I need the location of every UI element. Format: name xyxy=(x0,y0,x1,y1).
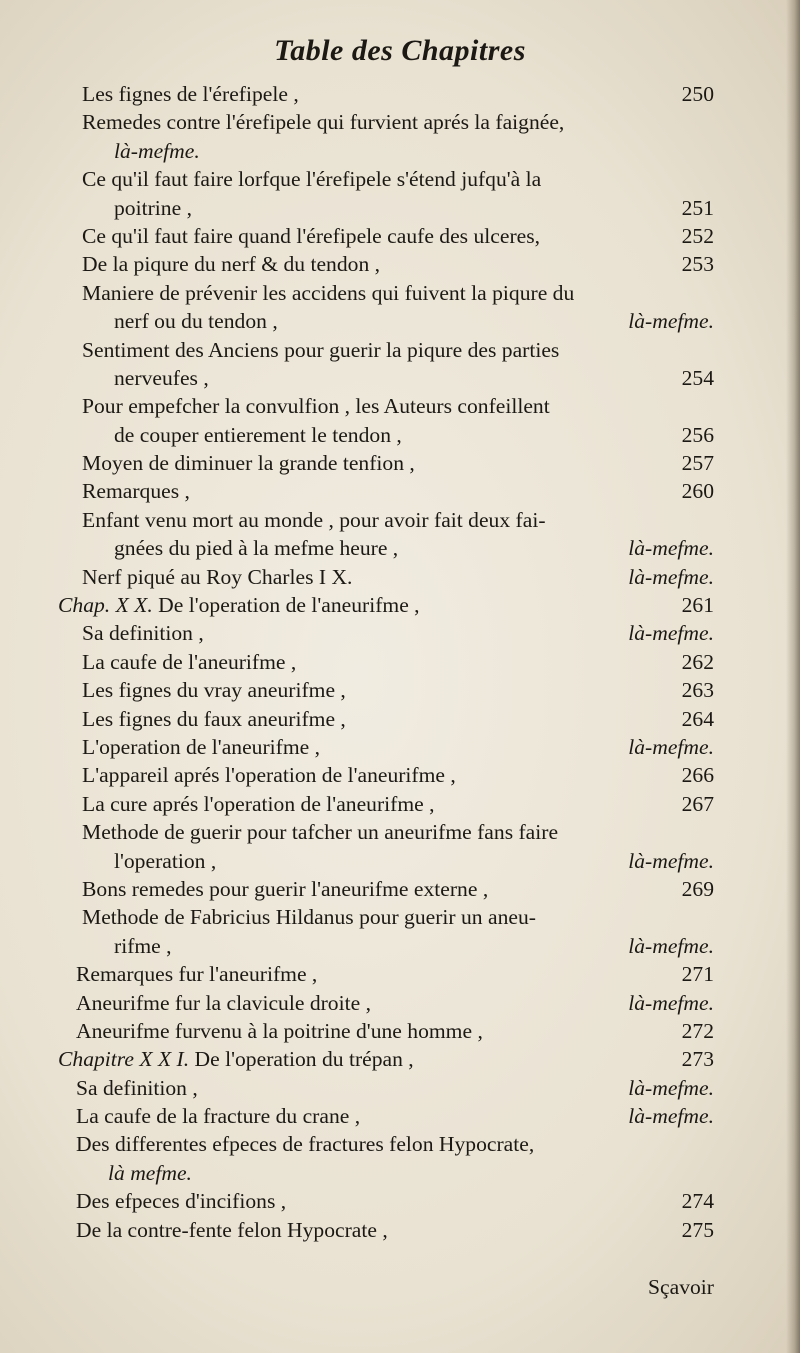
toc-entry xyxy=(58,80,714,108)
entry-title: L'operation de l'aneurifme , xyxy=(82,734,321,759)
toc-entry xyxy=(58,165,714,222)
entry-title: Moyen de diminuer la grande tenfion , xyxy=(82,451,415,476)
toc-entry xyxy=(58,392,714,449)
toc-entry xyxy=(58,1216,714,1244)
toc-entry xyxy=(58,818,714,875)
entry-title: Remedes contre l'érefipele qui furvient aprés la faignée, xyxy=(82,110,565,135)
catchword: Sçavoir xyxy=(648,1275,714,1299)
toc-entry xyxy=(58,449,714,477)
page-number: là-mefme. xyxy=(628,848,714,873)
page-reference: là-mefme. xyxy=(114,138,200,163)
toc-entry xyxy=(58,477,714,505)
page-number: 250 xyxy=(681,82,714,106)
toc-entry xyxy=(58,648,714,676)
toc-entry xyxy=(58,1074,714,1102)
toc-entry xyxy=(58,676,714,704)
toc-entry xyxy=(58,903,714,960)
page-number: 272 xyxy=(681,1018,714,1043)
page-number: 263 xyxy=(681,678,714,703)
page-number: là-mefme. xyxy=(628,536,714,561)
page-number: 269 xyxy=(681,876,714,901)
toc-entry xyxy=(58,563,714,591)
toc-entry xyxy=(58,733,714,761)
page-number: là-mefme. xyxy=(628,990,714,1015)
page-number: là-mefme. xyxy=(628,564,714,589)
entry-title: gnées du pied à la mefme heure , xyxy=(114,536,399,561)
page-number: 251 xyxy=(681,195,714,220)
entry-title: nerveufes , xyxy=(114,365,209,390)
entry-title: poitrine , xyxy=(114,195,192,220)
page-number: 271 xyxy=(681,962,714,987)
page-number: 252 xyxy=(681,223,714,248)
page-number: là-mefme. xyxy=(628,1075,714,1100)
entry-title: nerf ou du tendon , xyxy=(114,309,278,334)
entry-title: Methode de guerir pour tafcher un aneurifme fans faire xyxy=(82,820,559,845)
entry-title: Nerf piqué au Roy Charles I X. xyxy=(82,564,353,589)
toc-entry xyxy=(58,591,714,619)
entry-title: De l'operation de l'aneurifme , xyxy=(158,593,420,618)
entry-title: Remarques fur l'aneurifme , xyxy=(76,962,318,987)
entry-title: Sa definition , xyxy=(76,1075,198,1100)
page-number: 262 xyxy=(681,649,714,674)
entry-title: Pour empefcher la convulfion , les Auteurs confeillent xyxy=(82,394,550,419)
toc-entry xyxy=(58,222,714,250)
entry-title: La cure aprés l'operation de l'aneurifme , xyxy=(82,791,435,816)
entry-title: l'operation , xyxy=(114,848,217,873)
entry-title: Les fignes du vray aneurifme , xyxy=(82,678,346,703)
page-reference: là mefme. xyxy=(108,1160,192,1185)
toc-entry xyxy=(58,506,714,563)
entry-title: La caufe de la fracture du crane , xyxy=(76,1104,361,1129)
toc-entry xyxy=(58,279,714,336)
entry-title: De la piqure du nerf & du tendon , xyxy=(82,252,381,277)
toc-entry xyxy=(58,705,714,733)
entry-title: De l'operation du trépan , xyxy=(194,1047,414,1072)
entry-title: Methode de Fabricius Hildanus pour guerir un aneu- xyxy=(82,905,536,930)
entry-title: Maniere de prévenir les accidens qui fuivent la piqure du xyxy=(82,280,575,305)
page-number: 267 xyxy=(681,791,714,816)
page-number: 257 xyxy=(681,451,714,476)
table-of-contents xyxy=(58,80,714,1244)
entry-title: Aneurifme furvenu à la poitrine d'une homme , xyxy=(76,1018,483,1043)
page-edge-shadow xyxy=(786,0,800,1353)
entry-title: Bons remedes pour guerir l'aneurifme externe , xyxy=(82,876,489,901)
page-number: 261 xyxy=(681,593,714,618)
page-number: 273 xyxy=(681,1047,714,1072)
page-number: là-mefme. xyxy=(628,734,714,759)
entry-title: Sentiment des Anciens pour guerir la piqure des parties xyxy=(82,337,560,362)
chapter-label: Chap. X X. xyxy=(58,593,159,618)
entry-title: Sa definition , xyxy=(82,621,204,646)
toc-entry xyxy=(58,1130,714,1187)
entry-title: Des differentes efpeces de fractures felon Hypocrate, xyxy=(76,1132,535,1157)
toc-entry xyxy=(58,108,714,165)
toc-entry xyxy=(58,1187,714,1215)
page-number: 253 xyxy=(681,252,714,277)
running-header: Table des Chapitres xyxy=(274,34,526,67)
page-number: 264 xyxy=(681,706,714,731)
entry-title: De la contre-fente felon Hypocrate , xyxy=(76,1217,388,1242)
entry-title: Aneurifme fur la clavicule droite , xyxy=(76,990,371,1015)
page-number: là-mefme. xyxy=(628,621,714,646)
entry-title: Des efpeces d'incifions , xyxy=(76,1189,287,1214)
entry-title: Les fignes de l'érefipele , xyxy=(82,82,299,106)
page-number: là-mefme. xyxy=(628,933,714,958)
page-number: là-mefme. xyxy=(628,309,714,334)
toc-entry xyxy=(58,875,714,903)
toc-entry xyxy=(58,960,714,988)
toc-entry xyxy=(58,1102,714,1130)
toc-entry xyxy=(58,250,714,278)
chapter-label: Chapitre X X I. xyxy=(58,1047,195,1072)
page-number: 274 xyxy=(681,1189,714,1214)
page-number: 266 xyxy=(681,763,714,788)
entry-title: Ce qu'il faut faire lorfque l'érefipele s'étend jufqu'à la xyxy=(82,167,542,192)
entry-title: Enfant venu mort au monde , pour avoir fait deux fai- xyxy=(82,507,546,532)
toc-entry xyxy=(58,336,714,393)
toc-entry xyxy=(58,619,714,647)
entry-title: Les fignes du faux aneurifme , xyxy=(82,706,346,731)
entry-title: de couper entierement le tendon , xyxy=(114,422,402,447)
entry-title: Remarques , xyxy=(82,479,190,504)
toc-entry xyxy=(58,989,714,1017)
toc-entry xyxy=(58,761,714,789)
page-number: 275 xyxy=(681,1217,714,1242)
toc-entry xyxy=(58,790,714,818)
entry-title: L'appareil aprés l'operation de l'aneurifme , xyxy=(82,763,456,788)
page-number: 254 xyxy=(681,365,714,390)
entry-title: rifme , xyxy=(114,933,172,958)
toc-entry xyxy=(58,1045,714,1073)
toc-entry xyxy=(58,1017,714,1045)
page-number: 260 xyxy=(681,479,714,504)
page-number: là-mefme. xyxy=(628,1104,714,1129)
page-number: 256 xyxy=(681,422,714,447)
entry-title: Ce qu'il faut faire quand l'érefipele caufe des ulceres, xyxy=(82,223,541,248)
entry-title: La caufe de l'aneurifme , xyxy=(82,649,297,674)
